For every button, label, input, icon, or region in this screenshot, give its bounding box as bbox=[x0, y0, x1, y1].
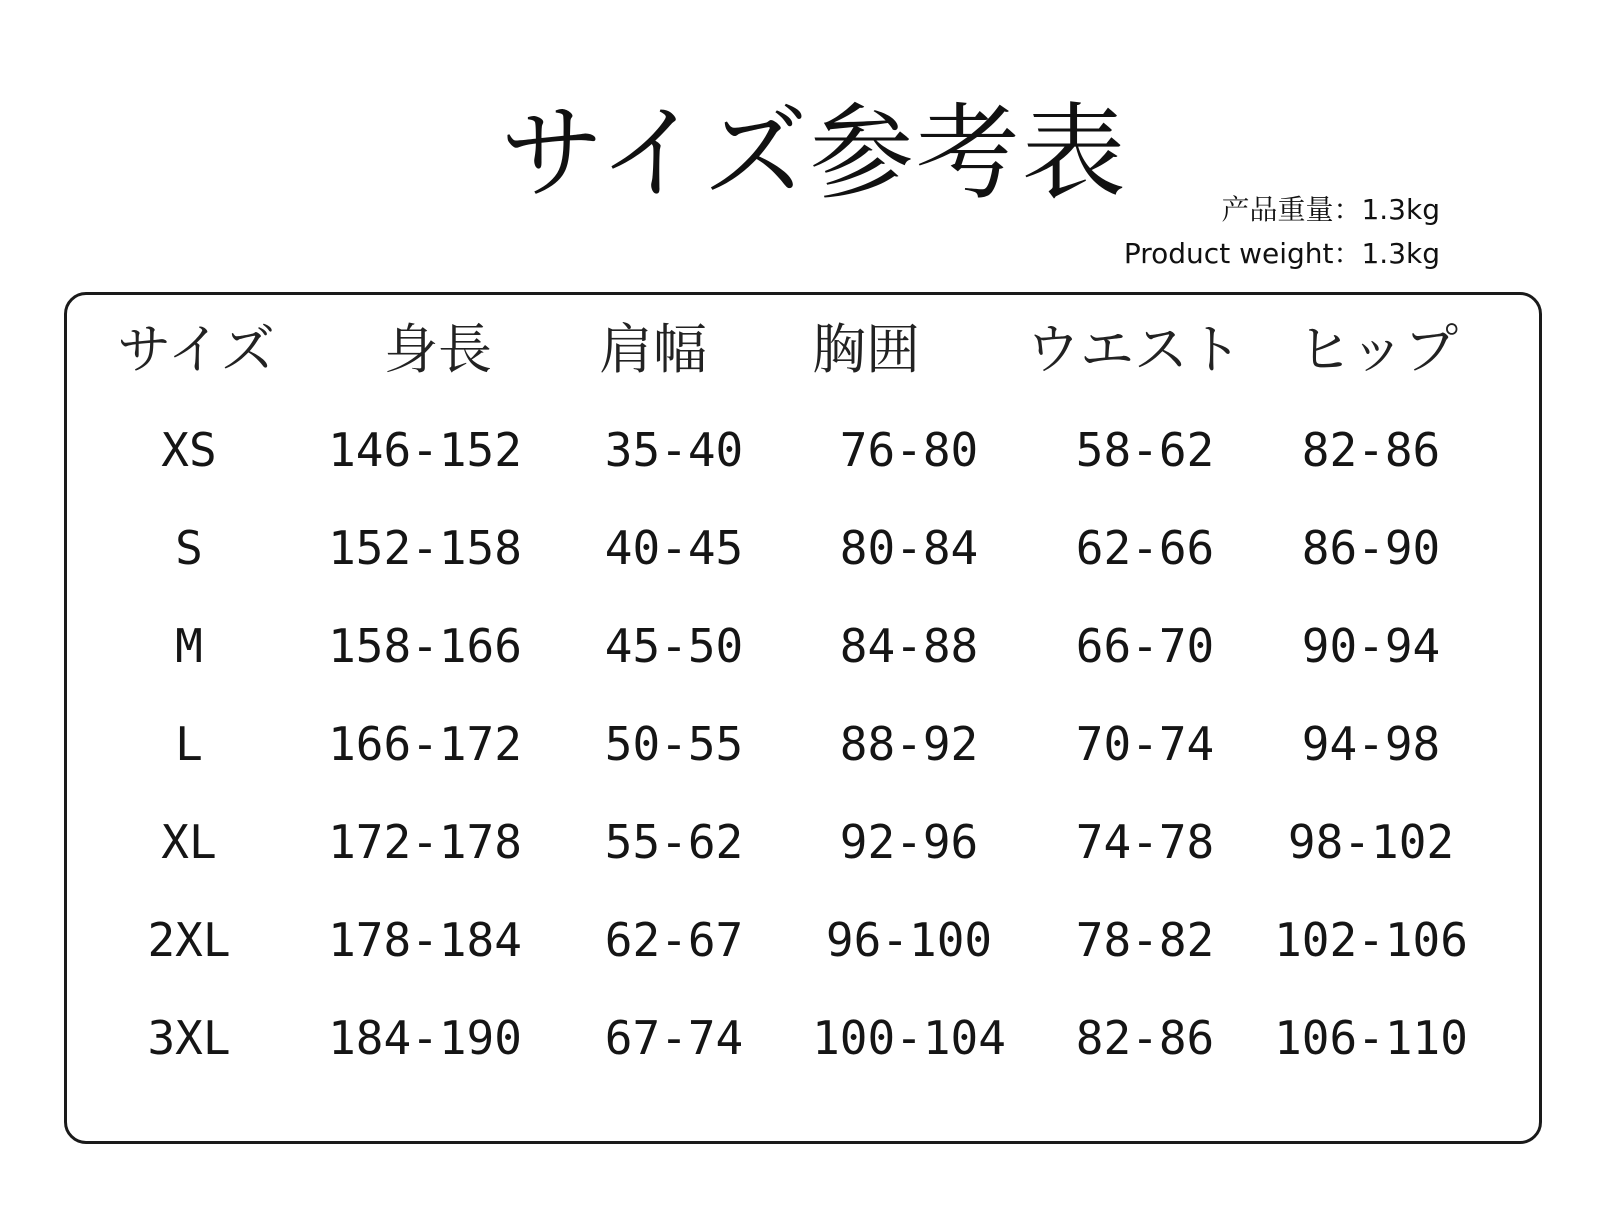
cell-chest: 80-84 bbox=[839, 521, 979, 575]
cell-height: 172-178 bbox=[328, 815, 522, 869]
table-row bbox=[67, 498, 1539, 598]
cell-hip: 86-90 bbox=[1301, 521, 1441, 575]
table-row bbox=[67, 596, 1539, 696]
cell-chest: 92-96 bbox=[839, 815, 979, 869]
cell-size: S bbox=[175, 521, 203, 575]
cell-size: 3XL bbox=[147, 1011, 231, 1065]
header-chest: 胸囲 bbox=[812, 318, 920, 381]
cell-waist: 74-78 bbox=[1075, 815, 1215, 869]
cell-hip: 102-106 bbox=[1274, 913, 1468, 967]
cell-chest: 76-80 bbox=[839, 423, 979, 477]
cell-size: XS bbox=[161, 423, 217, 477]
cell-hip: 82-86 bbox=[1301, 423, 1441, 477]
cell-waist: 66-70 bbox=[1075, 619, 1215, 673]
table-row bbox=[67, 400, 1539, 500]
cell-chest: 84-88 bbox=[839, 619, 979, 673]
cell-hip: 106-110 bbox=[1274, 1011, 1468, 1065]
cell-shoulder: 40-45 bbox=[604, 521, 744, 575]
cell-height: 184-190 bbox=[328, 1011, 522, 1065]
cell-hip: 98-102 bbox=[1287, 815, 1455, 869]
product-weight-cn: 产品重量：1.3kg bbox=[1221, 193, 1440, 226]
cell-height: 152-158 bbox=[328, 521, 522, 575]
page-title: サイズ参考表 bbox=[500, 92, 1128, 214]
header-size: サイズ bbox=[117, 318, 275, 381]
table-row bbox=[67, 694, 1539, 794]
cell-shoulder: 55-62 bbox=[604, 815, 744, 869]
header-height: 身長 bbox=[384, 318, 492, 381]
table-header-row bbox=[67, 300, 1539, 400]
cell-height: 178-184 bbox=[328, 913, 522, 967]
cell-waist: 62-66 bbox=[1075, 521, 1215, 575]
cell-size: L bbox=[175, 717, 203, 771]
cell-waist: 58-62 bbox=[1075, 423, 1215, 477]
cell-hip: 90-94 bbox=[1301, 619, 1441, 673]
cell-size: XL bbox=[161, 815, 217, 869]
header-hip: ヒップ bbox=[1297, 318, 1459, 381]
cell-shoulder: 67-74 bbox=[604, 1011, 744, 1065]
table-row bbox=[67, 890, 1539, 990]
size-table-grid bbox=[67, 295, 1539, 1141]
cell-chest: 100-104 bbox=[812, 1011, 1006, 1065]
cell-shoulder: 45-50 bbox=[604, 619, 744, 673]
cell-chest: 88-92 bbox=[839, 717, 979, 771]
table-row bbox=[67, 792, 1539, 892]
product-weight-en: Product weight：1.3kg bbox=[1123, 237, 1440, 270]
header-waist: ウエスト bbox=[1026, 318, 1242, 381]
cell-shoulder: 62-67 bbox=[604, 913, 744, 967]
cell-chest: 96-100 bbox=[825, 913, 993, 967]
cell-height: 146-152 bbox=[328, 423, 522, 477]
cell-hip: 94-98 bbox=[1301, 717, 1441, 771]
cell-size: 2XL bbox=[147, 913, 231, 967]
cell-height: 166-172 bbox=[328, 717, 522, 771]
cell-shoulder: 35-40 bbox=[604, 423, 744, 477]
header-shoulder: 肩幅 bbox=[599, 318, 707, 381]
cell-height: 158-166 bbox=[328, 619, 522, 673]
size-table bbox=[64, 292, 1542, 1144]
cell-size: M bbox=[175, 619, 203, 673]
cell-shoulder: 50-55 bbox=[604, 717, 744, 771]
cell-waist: 70-74 bbox=[1075, 717, 1215, 771]
table-row bbox=[67, 988, 1539, 1088]
cell-waist: 82-86 bbox=[1075, 1011, 1215, 1065]
cell-waist: 78-82 bbox=[1075, 913, 1215, 967]
